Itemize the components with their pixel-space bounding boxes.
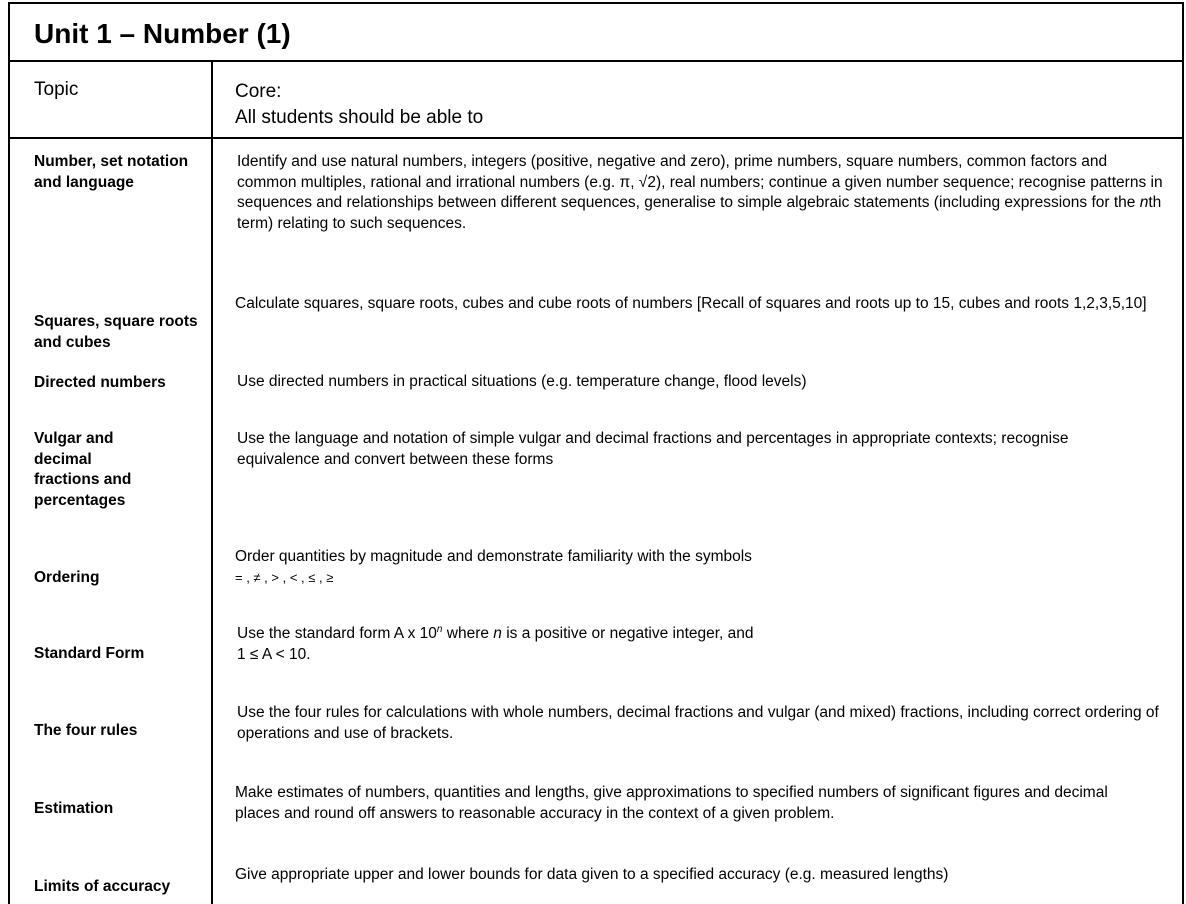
description-text: 1 ≤ A < 10. xyxy=(237,645,311,663)
column-header-topic: Topic xyxy=(34,79,79,100)
column-header-core xyxy=(235,79,483,131)
title-row xyxy=(10,4,1182,62)
syllabus-table xyxy=(8,2,1184,904)
description-text xyxy=(237,624,1167,645)
description-cell xyxy=(237,624,1167,665)
topic-cell: Number, set notation and language xyxy=(34,153,189,191)
topic-cell: Estimation xyxy=(34,800,114,817)
text-fragment: Use the standard form A x 10 xyxy=(237,625,437,642)
topic-cell: Standard Form xyxy=(34,645,145,662)
description-cell: Make estimates of numbers, quantities and lengths, give approximations to specified numbers of significant figures and decimal places and round off answers to reasonable accuracy in the context of a given problem. xyxy=(235,784,1108,822)
description-text: th term) relating to such sequences. xyxy=(237,194,1162,232)
topic-cell: Ordering xyxy=(34,569,100,586)
page-title: Unit 1 – Number (1) xyxy=(34,18,291,49)
column-divider xyxy=(211,62,213,904)
description-cell: Use the four rules for calculations with whole numbers, decimal fractions and vulgar (and mixed) fractions, including correct ordering of operations and use of brackets. xyxy=(237,704,1159,742)
description-cell xyxy=(235,547,1165,588)
topic-cell: Vulgar and decimal fractions and percentages xyxy=(34,430,132,509)
description-cell: Calculate squares, square roots, cubes and cube roots of numbers [Recall of squares and roots up to 15, cubes and roots 1,2,3,5,10] xyxy=(235,295,1147,312)
exponent: n xyxy=(436,623,443,635)
description-cell: Use the language and notation of simple vulgar and decimal fractions and percentages in appropriate contexts; recognise equivalence and convert between these forms xyxy=(237,430,1069,468)
text-fragment: where xyxy=(442,625,494,642)
topic-cell: Limits of accuracy xyxy=(34,878,171,895)
topic-cell: Directed numbers xyxy=(34,374,166,391)
text-fragment: is a positive or negative integer, and xyxy=(501,625,754,642)
core-sublabel: All students should be able to xyxy=(235,107,484,128)
topic-cell: The four rules xyxy=(34,722,138,739)
description-cell xyxy=(237,152,1167,234)
description-cell: Give appropriate upper and lower bounds for data given to a specified accuracy (e.g. measured lengths) xyxy=(235,866,949,883)
italic-variable: n xyxy=(493,625,502,642)
italic-variable: n xyxy=(1139,194,1149,211)
topic-cell: Squares, square roots and cubes xyxy=(34,313,198,351)
core-label: Core: xyxy=(235,81,282,102)
table-header-row xyxy=(10,62,1182,139)
description-text: Identify and use natural numbers, integers (positive, negative and zero), prime numbers, square numbers, common factors and common multiples, rational and irrational numbers (e.g. π, √2), real numbers; continue a given number sequence; recognise patterns in sequences and relationships between different sequences, generalise to simple algebraic statements (including expressions for the xyxy=(237,153,1163,211)
description-text: Order quantities by magnitude and demonstrate familiarity with the symbols xyxy=(235,548,752,565)
comparison-symbols: = , ≠ , > , < , ≤ , ≥ xyxy=(235,569,334,585)
description-cell: Use directed numbers in practical situations (e.g. temperature change, flood levels) xyxy=(237,373,807,390)
